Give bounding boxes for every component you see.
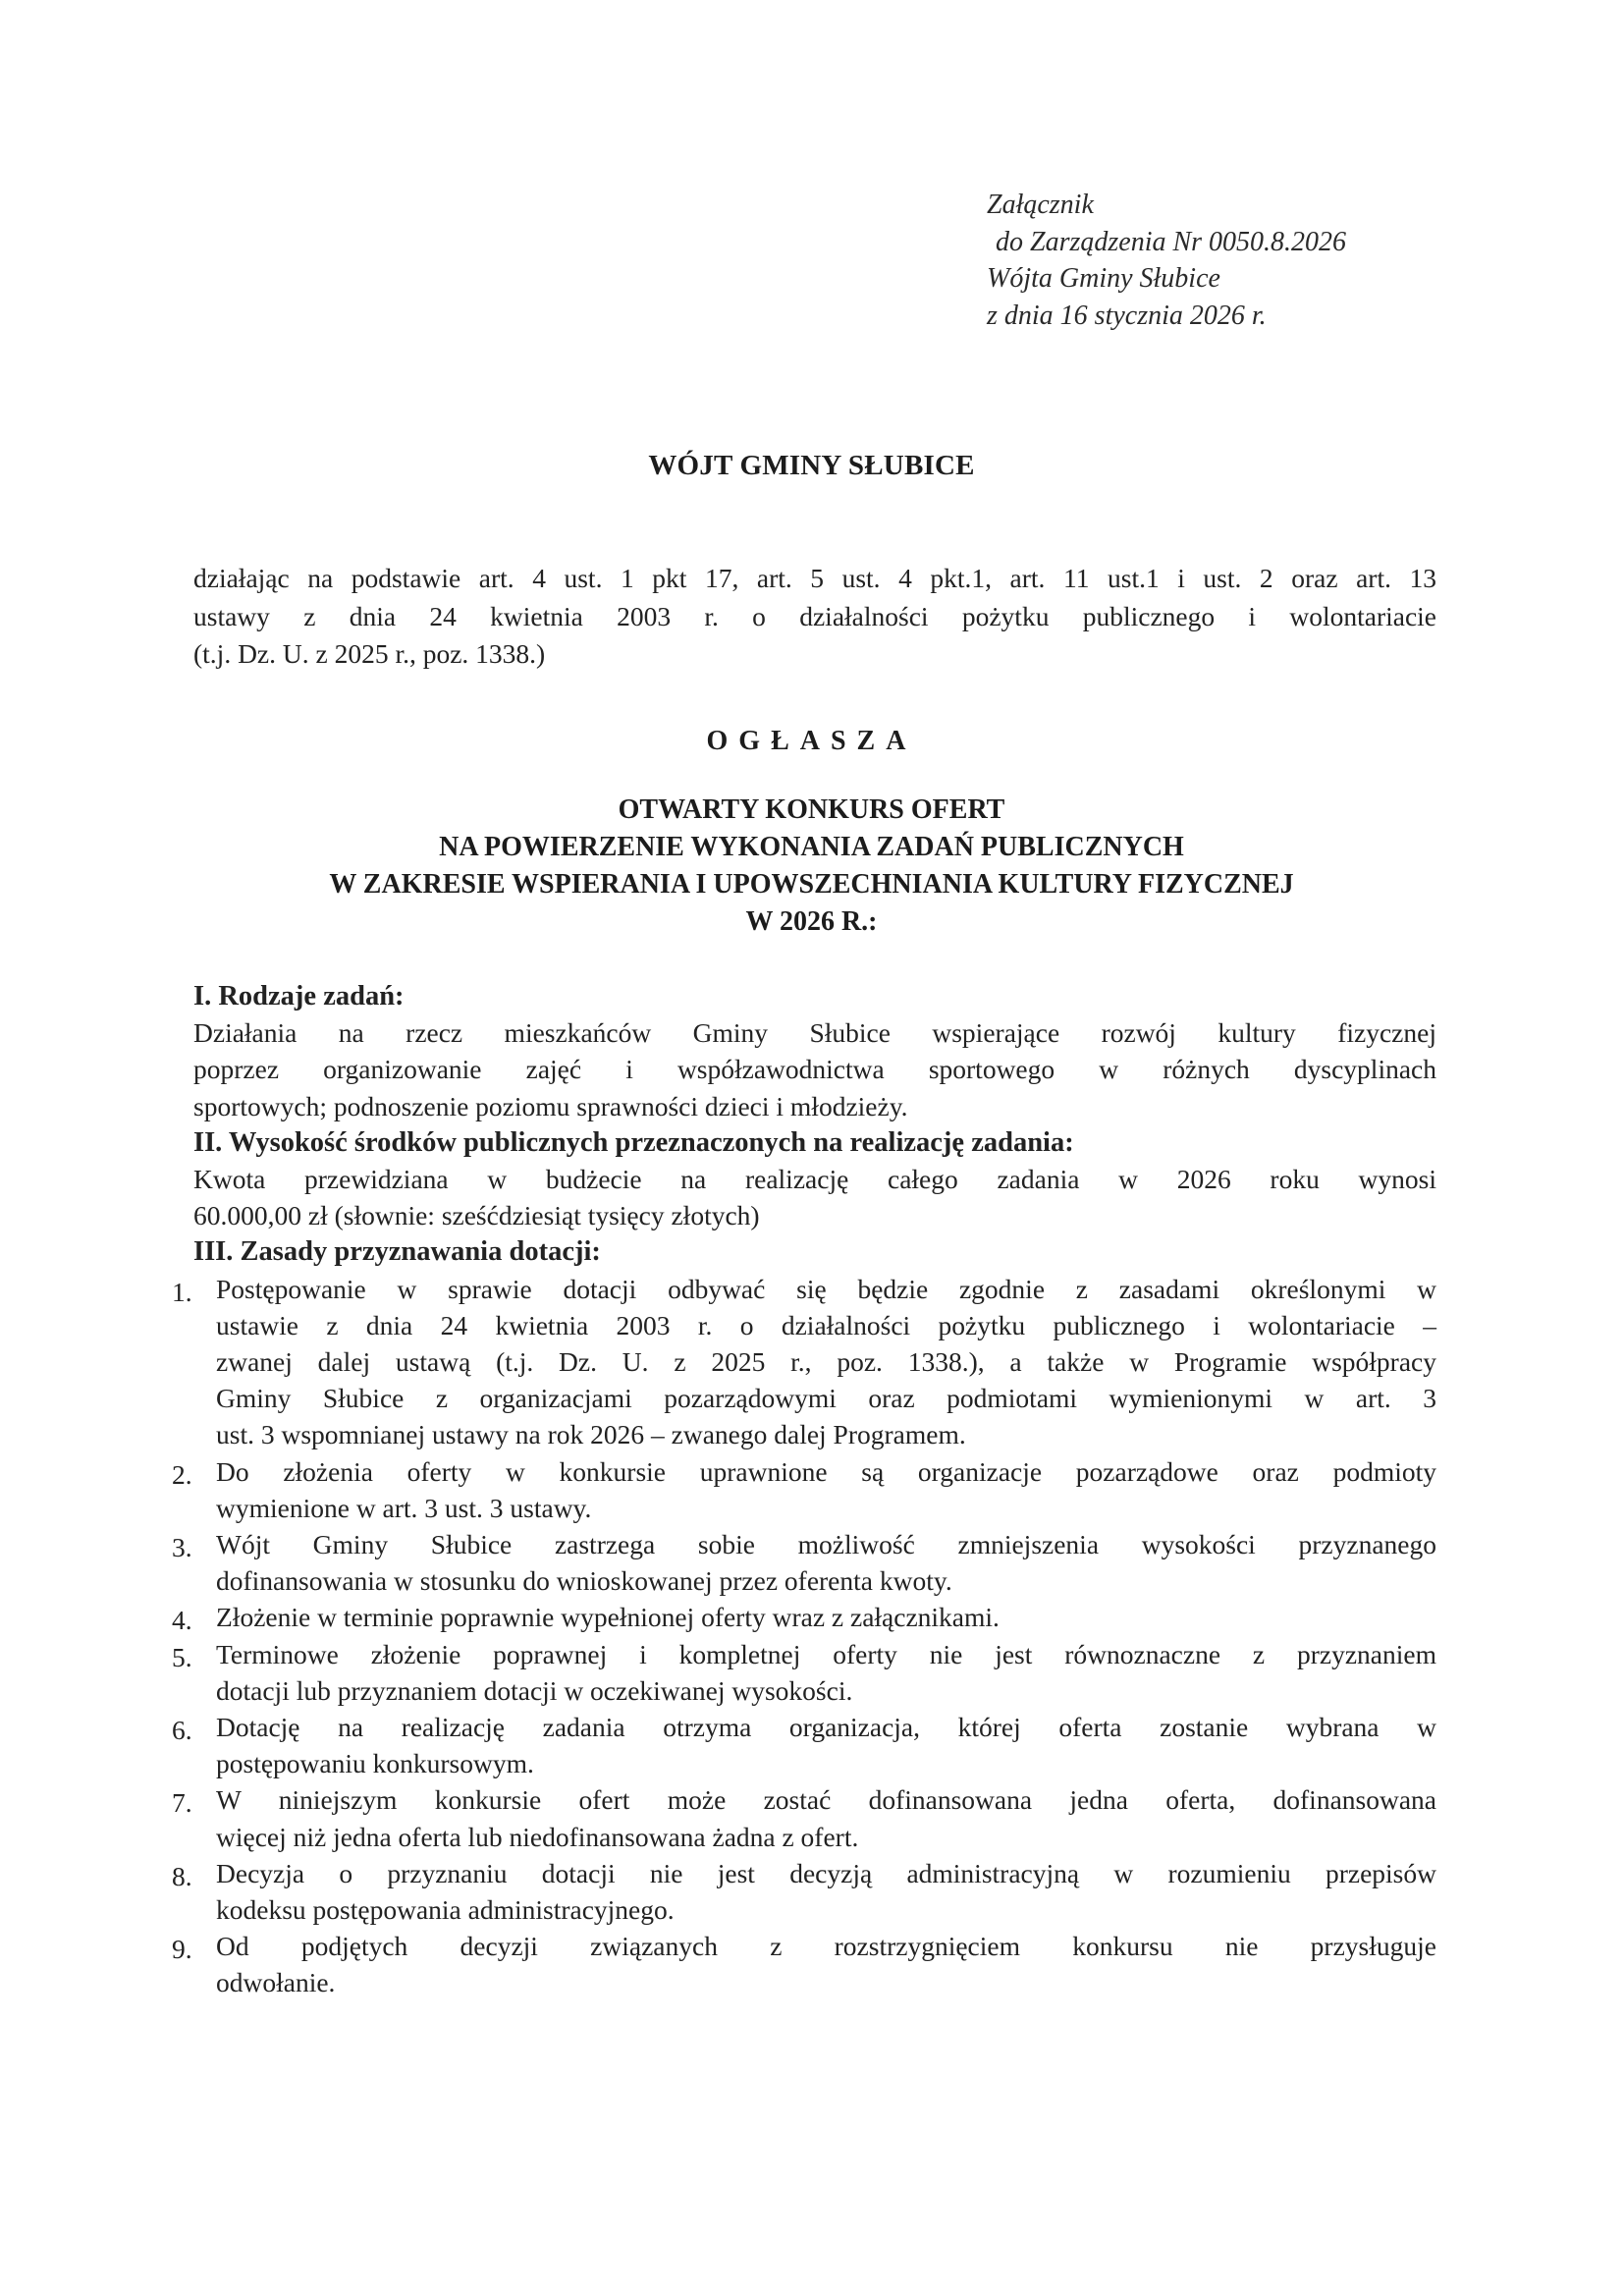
rule-line: kodeksu postępowania administracyjnego.: [216, 1894, 675, 1926]
attachment-date: z dnia 16 stycznia 2026 r.: [987, 300, 1267, 331]
rule-number: 9.: [172, 1934, 192, 1965]
rule-line: Dotację na realizację zadania otrzyma organizacja, której oferta zostanie wybrana w: [216, 1712, 1436, 1743]
rule-line: Do złożenia oferty w konkursie uprawnione są organizacje pozarządowe oraz podmioty: [216, 1455, 1436, 1487]
rule-line: dofinansowania w stosunku do wnioskowanej przez oferenta kwoty.: [216, 1565, 952, 1597]
legal-basis-line: ustawy z dnia 24 kwietnia 2003 r. o działalności pożytku publicznego i wolontariacie: [193, 600, 1436, 631]
rule-line: zwanej dalej ustawą (t.j. Dz. U. z 2025 r., poz. 1338.), a także w Programie współpracy: [216, 1346, 1436, 1378]
rule-line: postępowaniu konkursowym.: [216, 1748, 534, 1779]
announce-heading: OGŁASZA: [706, 726, 917, 756]
rule-item: [172, 1709, 1436, 1781]
rule-line: Od podjętych decyzji związanych z rozstrzygnięciem konkursu nie przysługuje: [216, 1931, 1436, 1962]
attachment-label: Załącznik: [987, 190, 1094, 220]
attachment-order-ref: do Zarządzenia Nr 0050.8.2026: [996, 226, 1347, 257]
rule-number: 3.: [172, 1532, 192, 1563]
rule-item: [172, 1271, 1436, 1453]
legal-basis-paragraph: [193, 560, 1436, 674]
rule-item: [172, 1599, 1436, 1635]
legal-basis-line: (t.j. Dz. U. z 2025 r., poz. 1338.): [193, 638, 546, 669]
contest-title-line: W ZAKRESIE WSPIERANIA I UPOWSZECHNIANIA KULTURY FIZYCZNEJ: [329, 869, 1294, 900]
rule-line: ustawie z dnia 24 kwietnia 2003 r. o działalności pożytku publicznego i wolontariacie –: [216, 1309, 1436, 1340]
rule-number: 6.: [172, 1715, 192, 1746]
rule-line: odwołanie.: [216, 1967, 336, 1998]
rule-line: wymienione w art. 3 ust. 3 ustawy.: [216, 1492, 592, 1523]
rule-line: Terminowe złożenie poprawnej i kompletnej oferty nie jest równoznaczne z przyznaniem: [216, 1638, 1436, 1669]
rule-item: [172, 1636, 1436, 1709]
rule-line: więcej niż jedna oferta lub niedofinansowana żadna z ofert.: [216, 1821, 859, 1852]
section-funds: [193, 1124, 1436, 1234]
rule-item: [172, 1928, 1436, 2000]
rule-number: 8.: [172, 1860, 192, 1891]
section-heading: I. Rodzaje zadań:: [193, 981, 405, 1011]
section-task-types: [193, 978, 1436, 1124]
rule-item: [172, 1855, 1436, 1928]
paragraph-line: sportowych; podnoszenie poziomu sprawności dzieci i młodzieży.: [193, 1090, 908, 1121]
rule-number: 7.: [172, 1787, 192, 1819]
rule-line: ust. 3 wspomnianej ustawy na rok 2026 – zwanego dalej Programem.: [216, 1419, 966, 1450]
rule-number: 1.: [172, 1276, 192, 1307]
paragraph-line: Działania na rzecz mieszkańców Gminy Słubice wspierające rozwój kultury fizycznej: [193, 1017, 1436, 1049]
contest-title-line: W 2026 R.:: [745, 906, 878, 937]
rule-line: Złożenie w terminie poprawnie wypełnionej oferty wraz z załącznikami.: [216, 1602, 1000, 1633]
funds-amount-line: 60.000,00 zł (słownie: sześćdziesiąt tysięcy złotych): [193, 1200, 760, 1231]
document-body: [172, 978, 1436, 2001]
rule-item: [172, 1526, 1436, 1599]
rule-line: Gminy Słubice z organizacjami pozarządowymi oraz podmiotami wymienionymi w art. 3: [216, 1383, 1436, 1414]
rule-line: Wójt Gminy Słubice zastrzega sobie możliwość zmniejszenia wysokości przyznanego: [216, 1529, 1436, 1560]
attachment-header: [987, 187, 1346, 334]
rule-line: Postępowanie w sprawie dotacji odbywać się będzie zgodnie z zasadami określonymi w: [216, 1273, 1436, 1304]
grant-rules-list: [172, 1271, 1436, 2001]
contest-title: [0, 792, 1623, 941]
rule-item: [172, 1453, 1436, 1526]
section-grant-rules: [172, 1233, 1436, 2000]
rule-number: 2.: [172, 1458, 192, 1490]
rule-line: Decyzja o przyznaniu dotacji nie jest decyzją administracyjną w rozumieniu przepisów: [216, 1857, 1436, 1888]
authority-title: WÓJT GMINY SŁUBICE: [648, 450, 975, 481]
legal-basis-line: działając na podstawie art. 4 ust. 1 pkt 17, art. 5 ust. 4 pkt.1, art. 11 ust.1 i ust. 2 oraz art. 13: [193, 563, 1436, 593]
contest-title-line: OTWARTY KONKURS OFERT: [618, 794, 1005, 825]
rule-item: [172, 1781, 1436, 1854]
paragraph-line: Kwota przewidziana w budżecie na realizację całego zadania w 2026 roku wynosi: [193, 1164, 1436, 1195]
section-heading: III. Zasady przyznawania dotacji:: [193, 1236, 601, 1268]
rule-number: 4.: [172, 1605, 192, 1636]
rule-number: 5.: [172, 1641, 192, 1672]
attachment-issuer: Wójta Gminy Słubice: [987, 263, 1220, 294]
section-heading: II. Wysokość środków publicznych przeznaczonych na realizację zadania:: [193, 1126, 1074, 1158]
rule-line: dotacji lub przyznaniem dotacji w oczekiwanej wysokości.: [216, 1674, 853, 1706]
contest-title-line: NA POWIERZENIE WYKONANIA ZADAŃ PUBLICZNYCH: [439, 832, 1184, 862]
paragraph-line: poprzez organizowanie zajęć i współzawodnictwa sportowego w różnych dyscyplinach: [193, 1054, 1436, 1085]
rule-line: W niniejszym konkursie ofert może zostać dofinansowana jedna oferta, dofinansowana: [216, 1784, 1436, 1816]
